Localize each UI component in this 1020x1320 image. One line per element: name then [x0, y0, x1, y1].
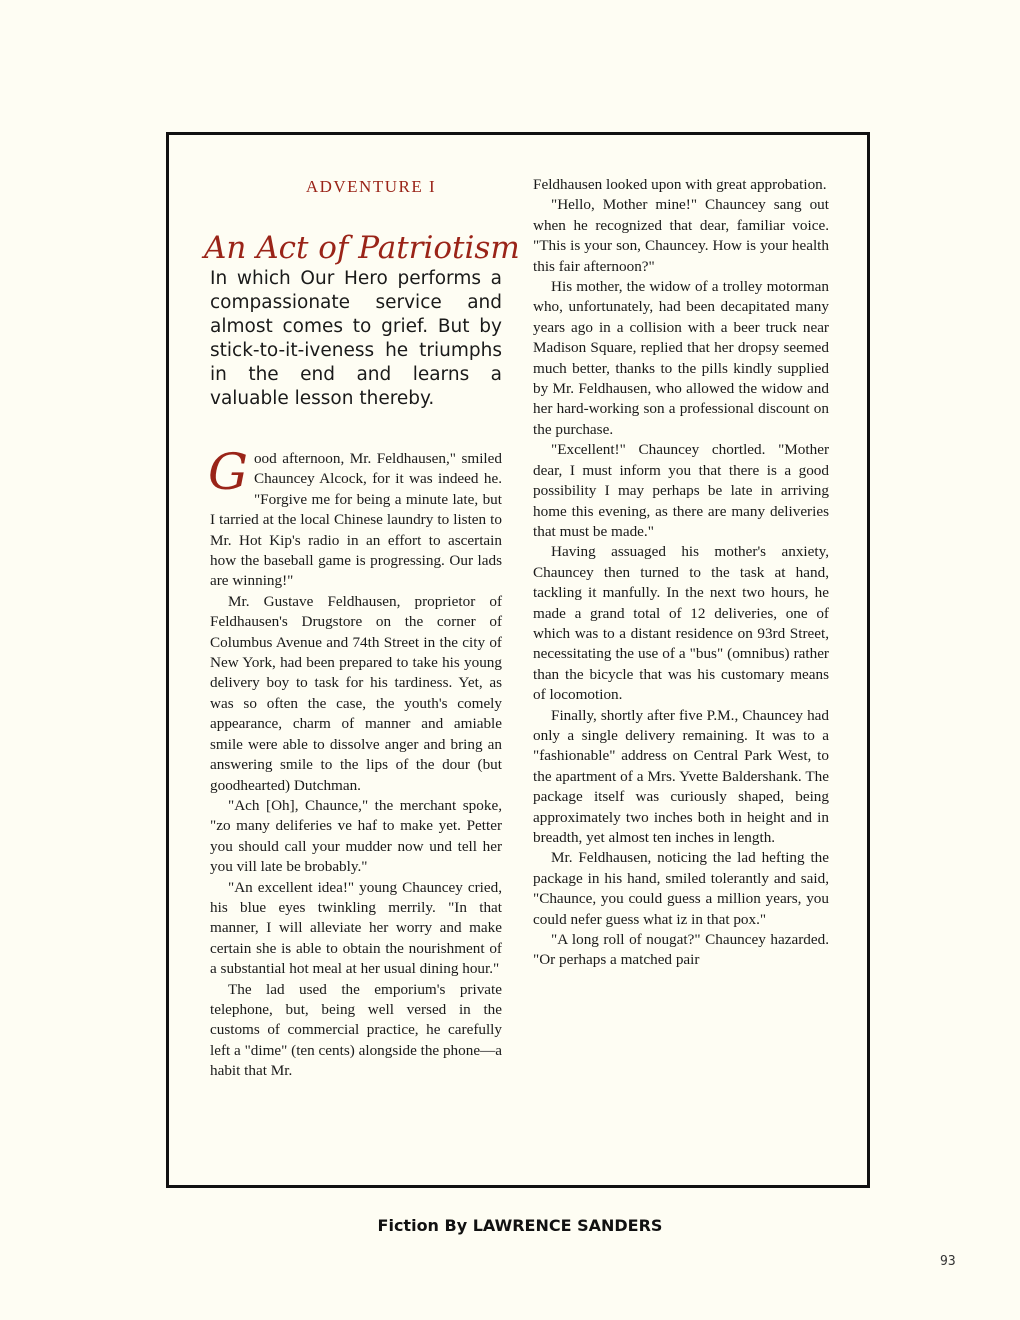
article-subtitle: In which Our Hero performs a compassionate service and almost comes to grief. But by stick-to-it-iveness he triumphs in the end and learns a valuable lesson thereby. — [210, 268, 502, 409]
paragraph: "Hello, Mother mine!" Chauncey sang out when he recognized that dear, familiar voice. "This is your son, Chauncey. How is your health this fair afternoon?" — [533, 196, 829, 275]
first-paragraph-text: ood afternoon, Mr. Feldhausen," smiled Chauncey Alcock, for it was indeed he. "Forgive me for being a minute late, but I tarried at the local Chinese laundry to listen to Mr. Hot Kip's radio in an effort to ascertain how the baseball game is progressing. Our lads are winning!" — [210, 450, 502, 590]
first-paragraph — [208, 443, 502, 592]
paragraph: "An excellent idea!" young Chauncey cried, his blue eyes twinkling merrily. "In that manner, I will alleviate her worry and make certain she is able to obtain the nourishment of a substantial hot meal at her usual dining hour." — [210, 878, 502, 978]
paragraph: "Excellent!" Chauncey chortled. "Mother dear, I must inform you that there is a good possibility I may perhaps be late in arriving home this evening, as there are many deliveries that must be made." — [533, 441, 829, 540]
paragraph: Having assuaged his mother's anxiety, Chauncey then turned to the task at hand, tackling it manfully. In the next two hours, he made a grand total of 12 deliveries, one of which was to a distant residence on 93rd Street, necessitating the use of a "bus" (omnibus) rather than the bicycle that was his customary means of locomotion. — [533, 543, 829, 704]
drop-cap: G — [208, 443, 248, 501]
left-body-text — [208, 443, 503, 1082]
article-frame — [166, 132, 870, 1188]
paragraph: Mr. Feldhausen, noticing the lad hefting the package in his hand, smiled tolerantly and said, "Chaunce, you could guess a million years, you could nefer guess what iz in that pox." — [533, 849, 829, 928]
paragraph: Mr. Gustave Feldhausen, proprietor of Feldhausen's Drugstore on the corner of Columbus Avenue and 74th Street in the city of New York, had been prepared to take his young delivery boy to task for his tardiness. Yet, as was so often the case, the youth's comely appearance, charm of manner and amiable smile were able to dissolve anger and bring an answering smile to the lips of the dour (but goodhearted) Dutchman. — [210, 592, 502, 794]
continuation-paragraph: Feldhausen looked upon with great approbation. — [533, 176, 827, 193]
paragraph: Finally, shortly after five P.M., Chauncey had only a single delivery remaining. It was to a "fashionable" address on Central Park West, to the apartment of a Mrs. Yvette Baldershank. The package itself was curiously shaped, being approximately two inches both in height and in breadth, yet almost ten inches in length. — [533, 706, 829, 846]
paragraph: His mother, the widow of a trolley motorman who, unfortunately, had been decapitated many years ago in a collision with a beer truck near Madison Square, replied that her dropsy seemed much better, thanks to the pills kindly supplied by Mr. Feldhausen, who allowed the widow and her hard-working son a professional discount on the purchase. — [533, 278, 829, 438]
paragraph: "A long roll of nougat?" Chauncey hazarded. "Or perhaps a matched pair — [533, 931, 829, 969]
paragraph: "Ach [Oh], Chaunce," the merchant spoke, "zo many deliferies ve haf to make yet. Petter you should call your mudder now und tell her you vill late be brobably." — [210, 796, 502, 876]
article-title: An Act of Patriotism — [204, 230, 520, 266]
byline: Fiction By LAWRENCE SANDERS — [377, 1216, 663, 1235]
left-column — [204, 175, 520, 1082]
right-column — [533, 175, 829, 971]
page-number: 93 — [940, 1254, 956, 1269]
adventure-kicker: ADVENTURE I — [305, 177, 437, 196]
paragraph: The lad used the emporium's private telephone, but, being well versed in the customs of commercial practice, he carefully left a "dime" (ten cents) alongside the phone—a habit that Mr. — [210, 980, 503, 1080]
